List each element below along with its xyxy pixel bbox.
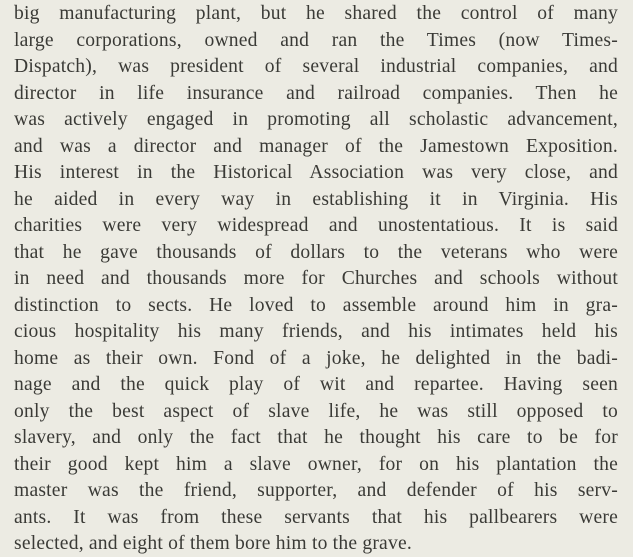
text-line: master was the friend, supporter, and defender of his serv- xyxy=(14,480,618,501)
text-line: he aided in every way in establishing it in Virginia. His xyxy=(14,188,618,210)
body-paragraph xyxy=(14,1,618,557)
text-line: large corporations, owned and ran the Times (now Times- xyxy=(14,29,618,51)
text-line: ants. It was from these servants that his pallbearers were xyxy=(14,506,618,528)
text-line: home as their own. Fond of a joke, he delighted in the badi- xyxy=(14,347,618,369)
text-line: only the best aspect of slave life, he was still opposed to xyxy=(14,400,618,422)
text-line: that he gave thousands of dollars to the veterans who were xyxy=(14,241,618,263)
text-line: nage and the quick play of wit and repartee. Having seen xyxy=(14,374,618,395)
text-line: cious hospitality his many friends, and his intimates held his xyxy=(14,321,618,342)
text-line: their good kept him a slave owner, for on his plantation the xyxy=(14,453,618,475)
text-line: His interest in the Historical Association was very close, and xyxy=(14,162,618,183)
text-line: was actively engaged in promoting all scholastic advancement, xyxy=(14,109,618,130)
text-line: big manufacturing plant, but he shared the control of many xyxy=(14,3,618,24)
text-line: charities were very widespread and unostentatious. It is said xyxy=(14,215,618,236)
text-line: Dispatch), was president of several industrial companies, and xyxy=(14,56,618,77)
text-line: selected, and eight of them bore him to the grave. xyxy=(14,533,412,554)
text-line: in need and thousands more for Churches and schools without xyxy=(14,268,618,289)
text-line: slavery, and only the fact that he thought his care to be for xyxy=(14,427,618,448)
text-line: distinction to sects. He loved to assemble around him in gra- xyxy=(14,294,618,316)
text-line: and was a director and manager of the Jamestown Exposition. xyxy=(14,135,618,157)
text-line: director in life insurance and railroad companies. Then he xyxy=(14,82,618,104)
